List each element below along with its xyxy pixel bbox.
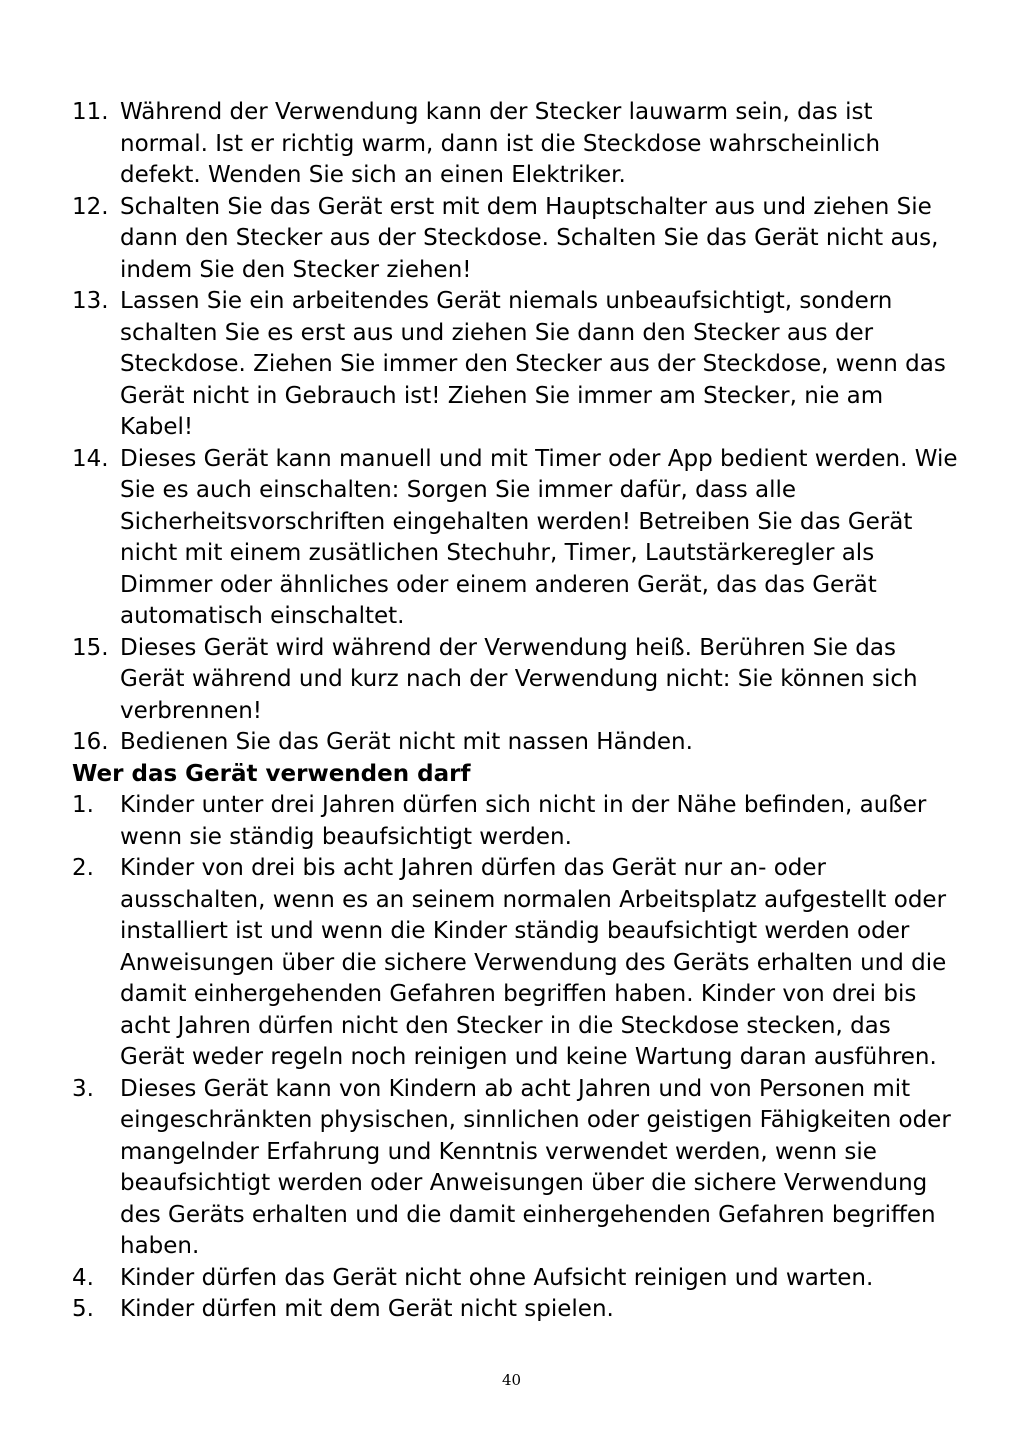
children-usage-list [72, 790, 962, 1326]
item-text: Dieses Gerät wird während der Verwendung heiß. Berühren Sie das Gerät während und kurz nach der Verwendung nicht: Sie können sich verbrennen! [120, 634, 918, 724]
item-number: 11. [72, 99, 109, 125]
item-number: 14. [72, 445, 109, 472]
item-number: 15. [72, 634, 109, 661]
list-item [72, 727, 962, 759]
page-number: 40 [501, 1371, 522, 1389]
safety-list [72, 97, 962, 759]
item-number: 5. [72, 1296, 94, 1322]
item-number: 2. [72, 855, 94, 881]
item-text: Kinder dürfen das Gerät nicht ohne Aufsicht reinigen und warten. [120, 1264, 874, 1291]
item-number: 13. [72, 288, 109, 314]
section-heading: Wer das Gerät verwenden darf [72, 760, 471, 787]
item-number: 16. [72, 729, 109, 755]
list-item [72, 192, 962, 287]
document-body [72, 97, 962, 1326]
item-text: Kinder von drei bis acht Jahren dürfen das Gerät nur an- oder ausschalten, wenn es an seinem normalen Arbeitsplatz aufgestellt oder installiert ist und wenn die Kinder ständig beaufsichtigt werden oder Anweisungen über die sichere Verwendung des Geräts erhalten und die damit einhergehenden Gefahren begriffen haben. Kinder von drei bis acht Jahren dürfen nicht den Stecker in die Steckdose stecken, das Gerät weder regeln noch reinigen und keine Wartung daran ausführen. [120, 855, 947, 1070]
item-text: Während der Verwendung kann der Stecker lauwarm sein, das ist normal. Ist er richtig warm, dann ist die Steckdose wahrscheinlich defekt. Wenden Sie sich an einen Elektriker. [120, 99, 881, 188]
item-text: Schalten Sie das Gerät erst mit dem Hauptschalter aus und ziehen Sie dann den Stecker aus der Steckdose. Schalten Sie das Gerät nicht aus, indem Sie den Stecker ziehen! [120, 193, 939, 283]
item-text: Dieses Gerät kann manuell und mit Timer oder App bedient werden. Wie Sie es auch einschalten: Sorgen Sie immer dafür, dass alle Sicherheitsvorschriften eingehalten werden! Betreiben Sie das Gerät nicht mit einem zusätlichen Stechuhr, Timer, Lautstärkeregler als Dimmer oder ähnliches oder einem anderen Gerät, das das Gerät automatisch einschaltet. [120, 445, 958, 629]
item-number: 3. [72, 1075, 94, 1102]
list-item [72, 633, 962, 728]
list-item [72, 1263, 962, 1295]
item-text: Lassen Sie ein arbeitendes Gerät niemals unbeaufsichtigt, sondern schalten Sie es erst aus und ziehen Sie dann den Stecker aus der Steckdose. Ziehen Sie immer den Stecker aus der Steckdose, wenn das Gerät nicht in Gebrauch ist! Ziehen Sie immer am Stecker, nie am Kabel! [120, 288, 946, 440]
list-item [72, 286, 962, 444]
item-text: Bedienen Sie das Gerät nicht mit nassen Händen. [120, 729, 693, 755]
list-item [72, 1074, 962, 1263]
item-text: Kinder dürfen mit dem Gerät nicht spielen. [120, 1296, 614, 1322]
item-number: 12. [72, 193, 109, 220]
list-item [72, 790, 962, 853]
item-number: 1. [72, 792, 94, 818]
item-number: 4. [72, 1264, 94, 1291]
list-item [72, 853, 962, 1074]
item-text: Dieses Gerät kann von Kindern ab acht Jahren und von Personen mit eingeschränkten physischen, sinnlichen oder geistigen Fähigkeiten oder mangelnder Erfahrung und Kenntnis verwendet werden, wenn sie beaufsichtigt werden oder Anweisungen über die sichere Verwendung des Geräts erhalten und die damit einhergehenden Gefahren begriffen haben. [120, 1075, 951, 1259]
list-item [72, 97, 962, 192]
list-item [72, 1294, 962, 1326]
list-item [72, 444, 962, 633]
item-text: Kinder unter drei Jahren dürfen sich nicht in der Nähe befinden, außer wenn sie ständig beaufsichtigt werden. [120, 792, 927, 850]
